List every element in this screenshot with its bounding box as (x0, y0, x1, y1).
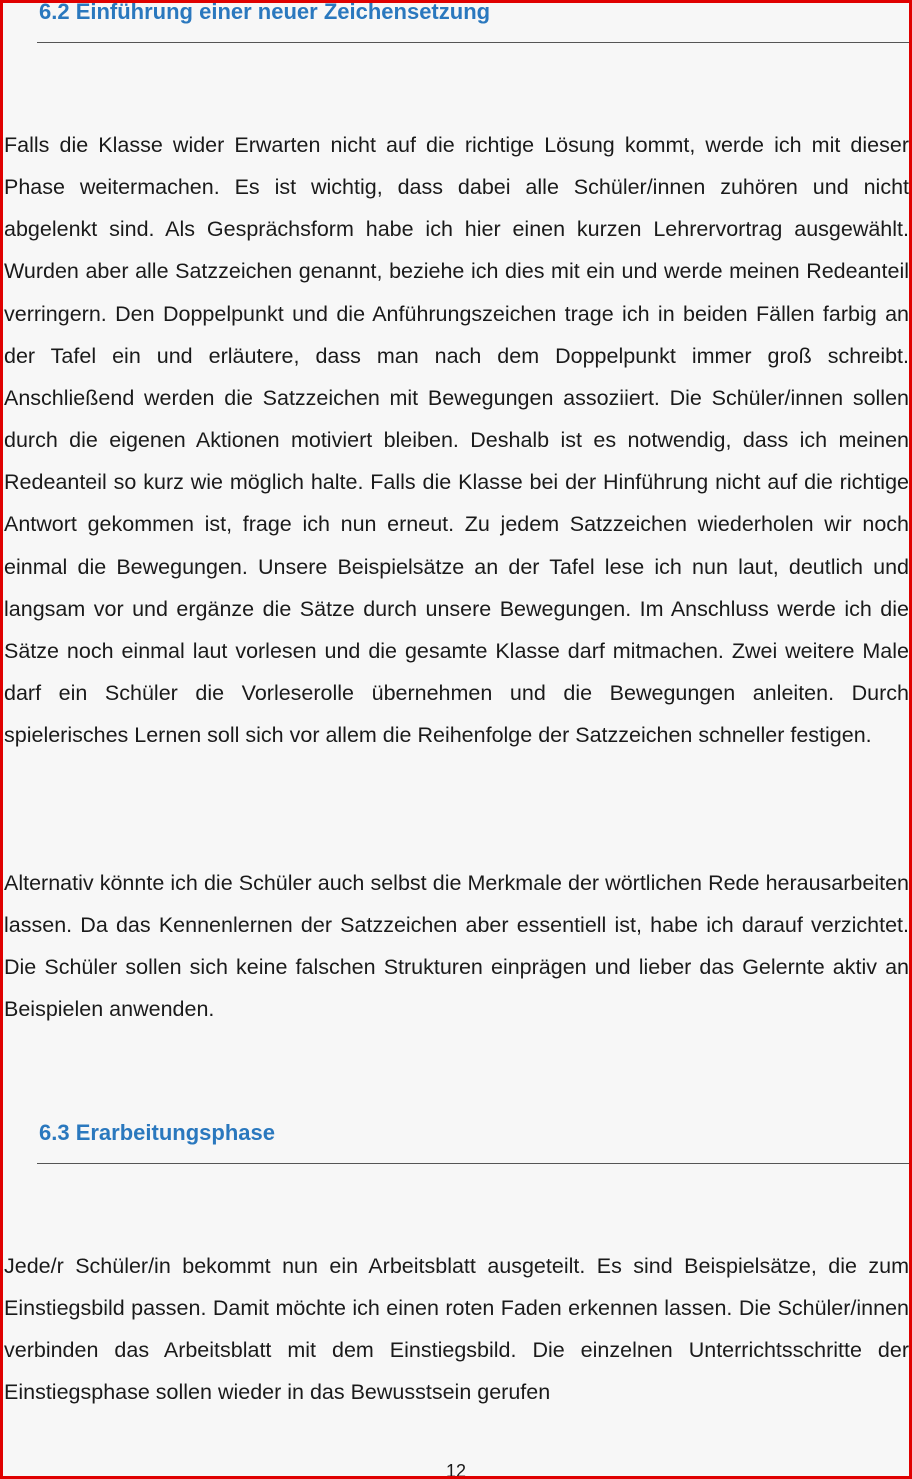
heading-rule (37, 1163, 909, 1164)
heading-rule (37, 42, 909, 43)
body-paragraph: Alternativ könnte ich die Schüler auch selbst die Merkmale der wörtlichen Rede herausarbeiten lassen. Da das Kennenlernen der Satzzeichen aber essentiell ist, habe ich darauf verzichtet. Die Schüler sollen sich keine falschen Strukturen einprägen und lieber das Gelernte aktiv an Beispielen anwenden. (4, 871, 909, 1022)
body-paragraph: Jede/r Schüler/in bekommt nun ein Arbeitsblatt ausgeteilt. Es sind Beispielsätze, die zum Einstiegsbild passen. Damit möchte ich einen roten Faden erkennen lassen. Die Schüler/innen verbinden das Arbeitsblatt mit dem Einstiegsbild. Die einzelnen Unterrichtsschritte der Einstiegsphase sollen wieder in das Bewusstsein gerufen (4, 1254, 909, 1405)
page-number: 12 (445, 1461, 467, 1479)
section-heading-6-3: 6.3 Erarbeitungsphase (39, 1120, 275, 1145)
body-paragraph: Falls die Klasse wider Erwarten nicht auf die richtige Lösung kommt, werde ich mit dieser Phase weitermachen. Es ist wichtig, dass dabei alle Schüler/innen zuhören und nicht abgelenkt sind. Als Gesprächsform habe ich hier einen kurzen Lehrervortrag ausgewählt. Wurden aber alle Satzzeichen genannt, beziehe ich dies mit ein und werde meinen Redeanteil verringern. Den Doppelpunkt und die Anführungszeichen trage ich in beiden Fällen farbig an der Tafel ein und erläutere, dass man nach dem Doppelpunkt immer groß schreibt. Anschließend werden die Satzzeichen mit Bewegungen assoziiert. Die Schüler/innen sollen durch die eigenen Aktionen motiviert bleiben. Deshalb ist es notwendig, dass ich meinen Redeanteil so kurz wie möglich halte. Falls die Klasse bei der Hinführung nicht auf die richtige Antwort gekommen ist, frage ich nun erneut. Zu jedem Satzzeichen wiederholen wir noch einmal die Bewegungen. Unsere Beispielsätze an der Tafel lese ich nun laut, deutlich und langsam vor und ergänze die Sätze durch unsere Bewegungen. Im Anschluss werde ich die Sätze noch einmal laut vorlesen und die gesamte Klasse darf mitmachen. Zwei weitere Male darf ein Schüler die Vorleserolle übernehmen und die Bewegungen anleiten. Durch spielerisches Lernen soll sich vor allem die Reihenfolge der Satzzeichen schneller festigen. (4, 133, 909, 748)
section-heading-6-2: 6.2 Einführung einer neuer Zeichensetzung (39, 0, 491, 24)
